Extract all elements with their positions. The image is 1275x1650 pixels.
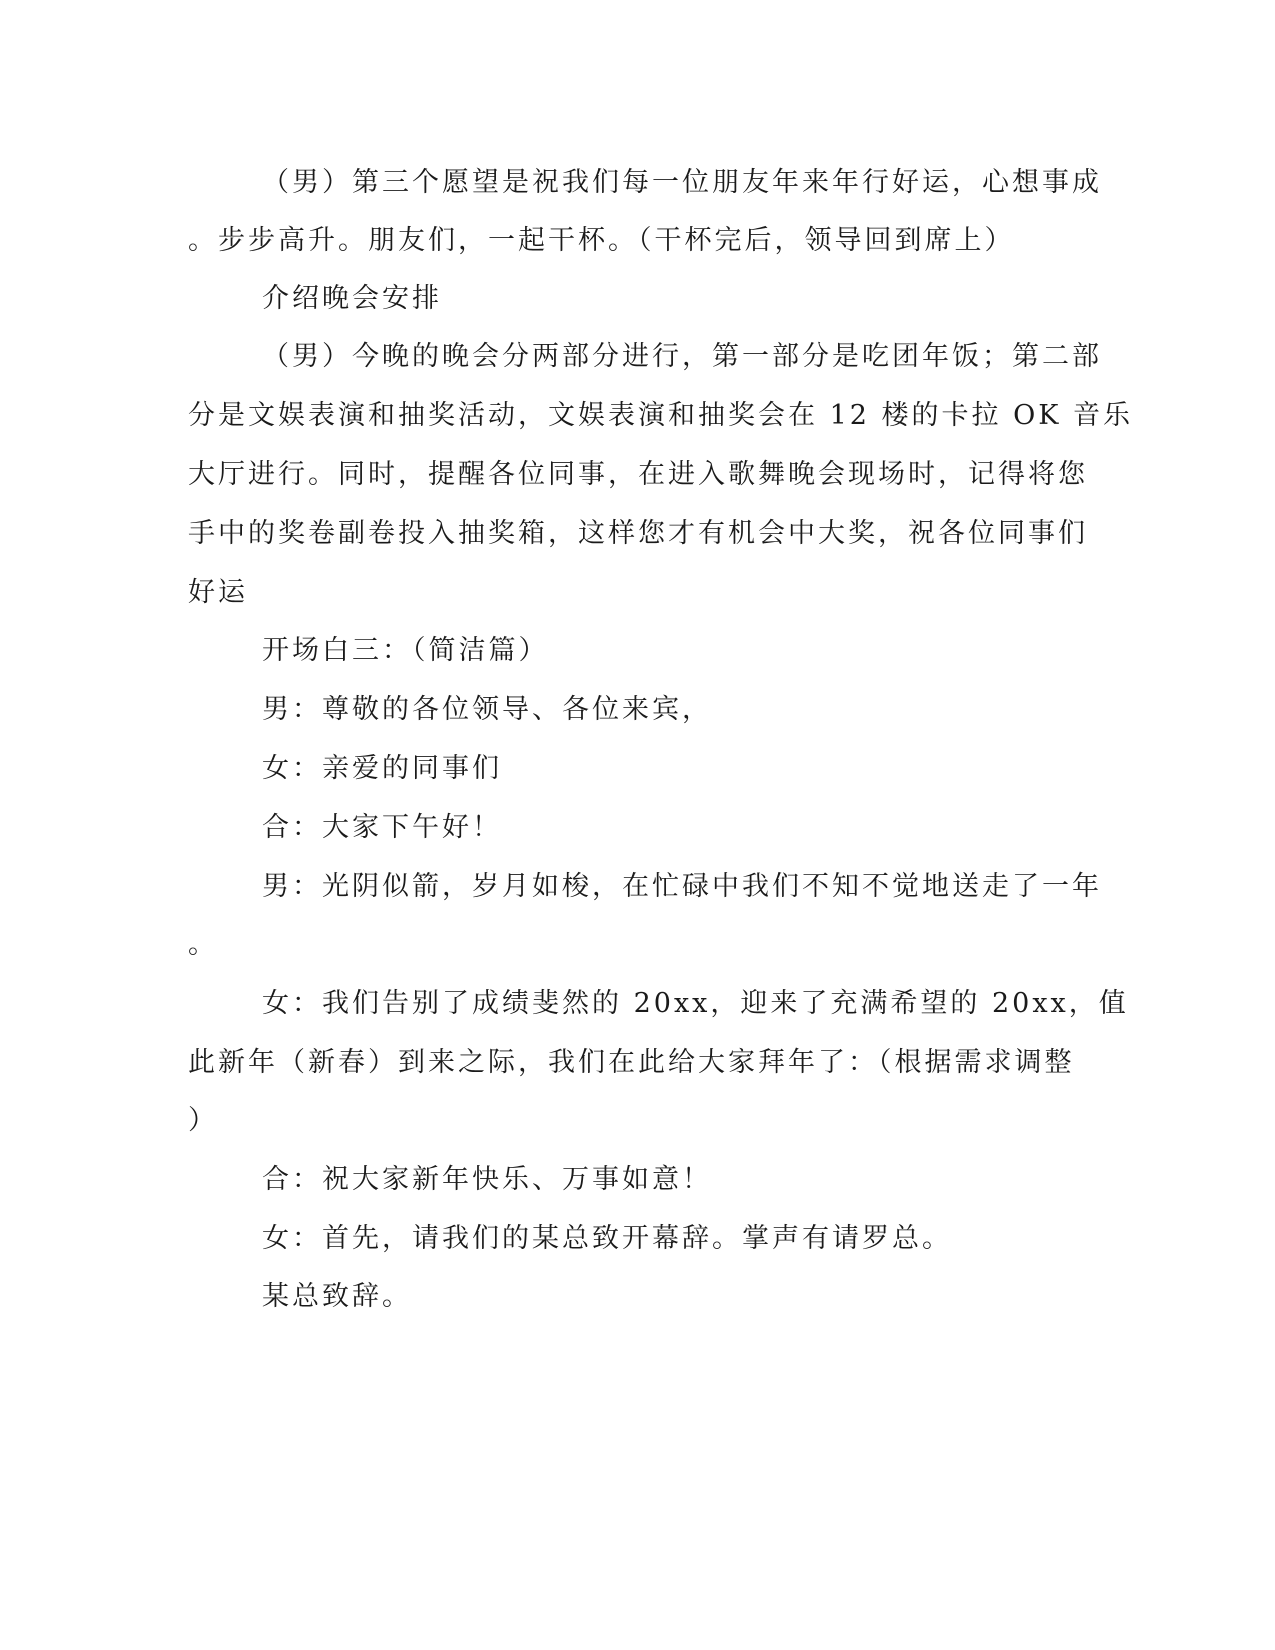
dialogue-line: 男：光阴似箭，岁月如梭，在忙碌中我们不知不觉地送走了一年 bbox=[262, 871, 1102, 902]
dialogue-line: 此新年（新春）到来之际，我们在此给大家拜年了：（根据需求调整 bbox=[188, 1047, 1075, 1078]
dialogue-line: 。 bbox=[188, 929, 218, 960]
paragraph-line: （男）第三个愿望是祝我们每一位朋友年来年行好运，心想事成 bbox=[262, 167, 1102, 198]
section-heading: 介绍晚会安排 bbox=[262, 283, 442, 314]
paragraph-line: 。步步高升。朋友们，一起干杯。（干杯完后，领导回到席上） bbox=[188, 225, 1015, 256]
paragraph-line: 分是文娱表演和抽奖活动，文娱表演和抽奖会在 12 楼的卡拉 OK 音乐 bbox=[188, 400, 1133, 431]
dialogue-line: 男：尊敬的各位领导、各位来宾， bbox=[262, 694, 712, 725]
dialogue-line: 合：祝大家新年快乐、万事如意！ bbox=[262, 1164, 712, 1195]
dialogue-line: 合：大家下午好！ bbox=[262, 812, 502, 843]
paragraph-line: 手中的奖卷副卷投入抽奖箱，这样您才有机会中大奖，祝各位同事们 bbox=[188, 518, 1088, 549]
paragraph-line: 好运 bbox=[188, 577, 248, 608]
dialogue-line: 某总致辞。 bbox=[262, 1281, 412, 1312]
dialogue-line: 女：首先，请我们的某总致开幕辞。掌声有请罗总。 bbox=[262, 1223, 952, 1254]
dialogue-line: 女：我们告别了成绩斐然的 20xx，迎来了充满希望的 20xx，值 bbox=[262, 988, 1129, 1019]
dialogue-line: ） bbox=[188, 1105, 218, 1136]
paragraph-line: （男）今晚的晚会分两部分进行，第一部分是吃团年饭；第二部 bbox=[262, 341, 1102, 372]
dialogue-line: 女：亲爱的同事们 bbox=[262, 753, 502, 784]
section-heading: 开场白三：（简洁篇） bbox=[262, 635, 549, 666]
paragraph-line: 大厅进行。同时，提醒各位同事，在进入歌舞晚会现场时，记得将您 bbox=[188, 459, 1088, 490]
